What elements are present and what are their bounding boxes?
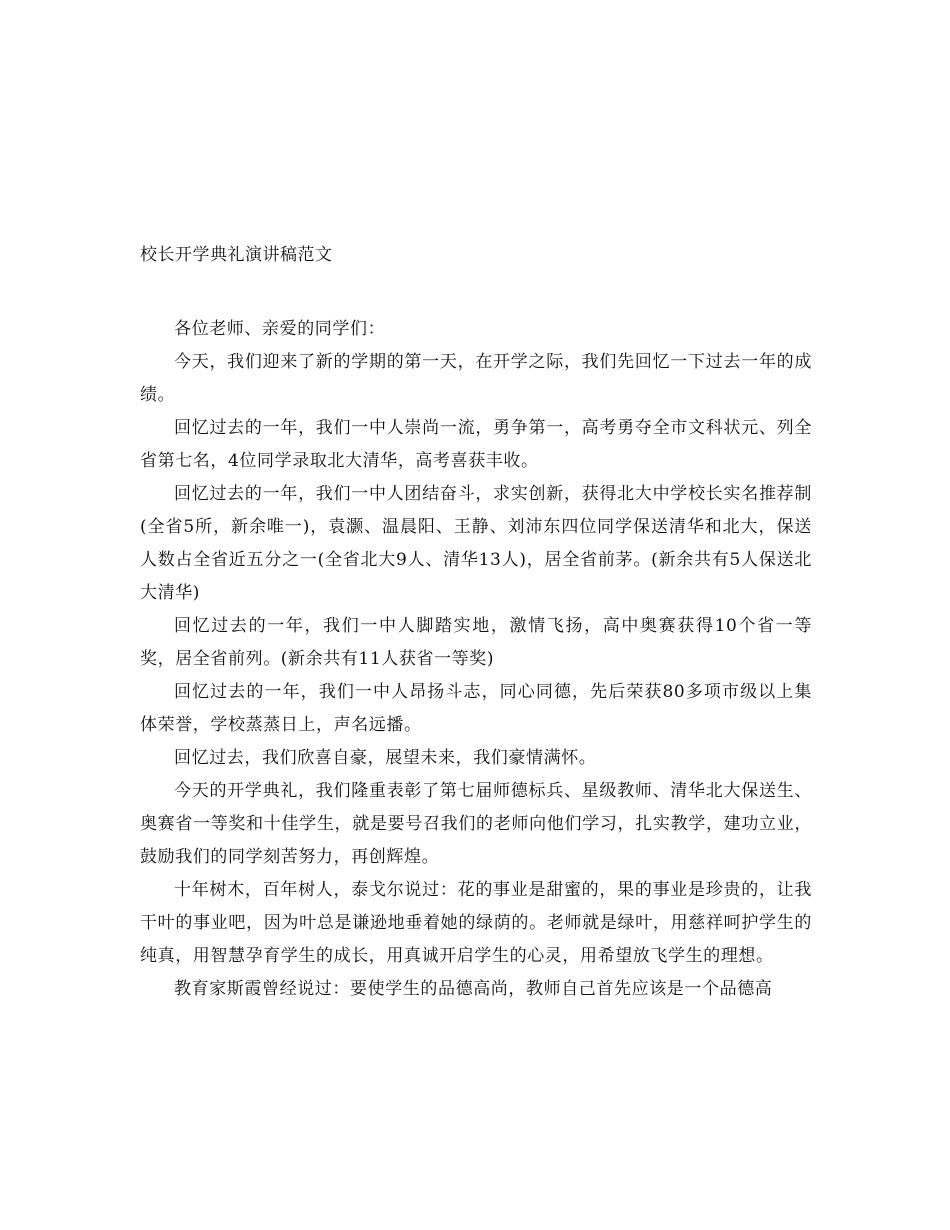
paragraph: 回忆过去的一年，我们一中人崇尚一流，勇争第一，高考勇夺全市文科状元、列全省第七名，4位同学录取北大清华，高考喜获丰收。 xyxy=(140,418,812,471)
paragraph: 今天，我们迎来了新的学期的第一天，在开学之际，我们先回忆一下过去一年的成绩。 xyxy=(140,352,812,405)
paragraph: 教育家斯霞曾经说过：要使学生的品德高尚，教师自己首先应该是一个品德高 xyxy=(174,979,773,999)
paragraph: 回忆过去，我们欣喜自豪，展望未来，我们豪情满怀。 xyxy=(174,748,597,768)
paragraph: 回忆过去的一年，我们一中人团结奋斗，求实创新，获得北大中学校长实名推荐制(全省5所，新余唯一)，袁灏、温晨阳、王静、刘沛东四位同学保送清华和北大，保送人数占全省近五分之一(全省北大9人、清华13人)，居全省前茅。(新余共有5人保送北大清华) xyxy=(140,484,812,603)
document-title: 校长开学典礼演讲稿范文 xyxy=(140,245,333,265)
paragraph: 回忆过去的一年，我们一中人昂扬斗志，同心同德，先后荣获80多项市级以上集体荣誉，学校蒸蒸日上，声名远播。 xyxy=(140,682,812,735)
paragraph: 回忆过去的一年，我们一中人脚踏实地，激情飞扬，高中奥赛获得10个省一等奖，居全省前列。(新余共有11人获省一等奖) xyxy=(140,616,812,669)
paragraph: 十年树木，百年树人，泰戈尔说过：花的事业是甜蜜的，果的事业是珍贵的，让我干叶的事业吧，因为叶总是谦逊地垂着她的绿荫的。老师就是绿叶，用慈祥呵护学生的纯真，用智慧孕育学生的成长，用真诚开启学生的心灵，用希望放飞学生的理想。 xyxy=(140,880,812,966)
paragraph-greeting: 各位老师、亲爱的同学们： xyxy=(174,319,386,339)
document-body xyxy=(140,313,812,1006)
paragraph: 今天的开学典礼，我们隆重表彰了第七届师德标兵、星级教师、清华北大保送生、奥赛省一等奖和十佳学生，就是要号召我们的老师向他们学习，扎实教学，建功立业，鼓励我们的同学刻苦努力，再创辉煌。 xyxy=(140,781,812,867)
